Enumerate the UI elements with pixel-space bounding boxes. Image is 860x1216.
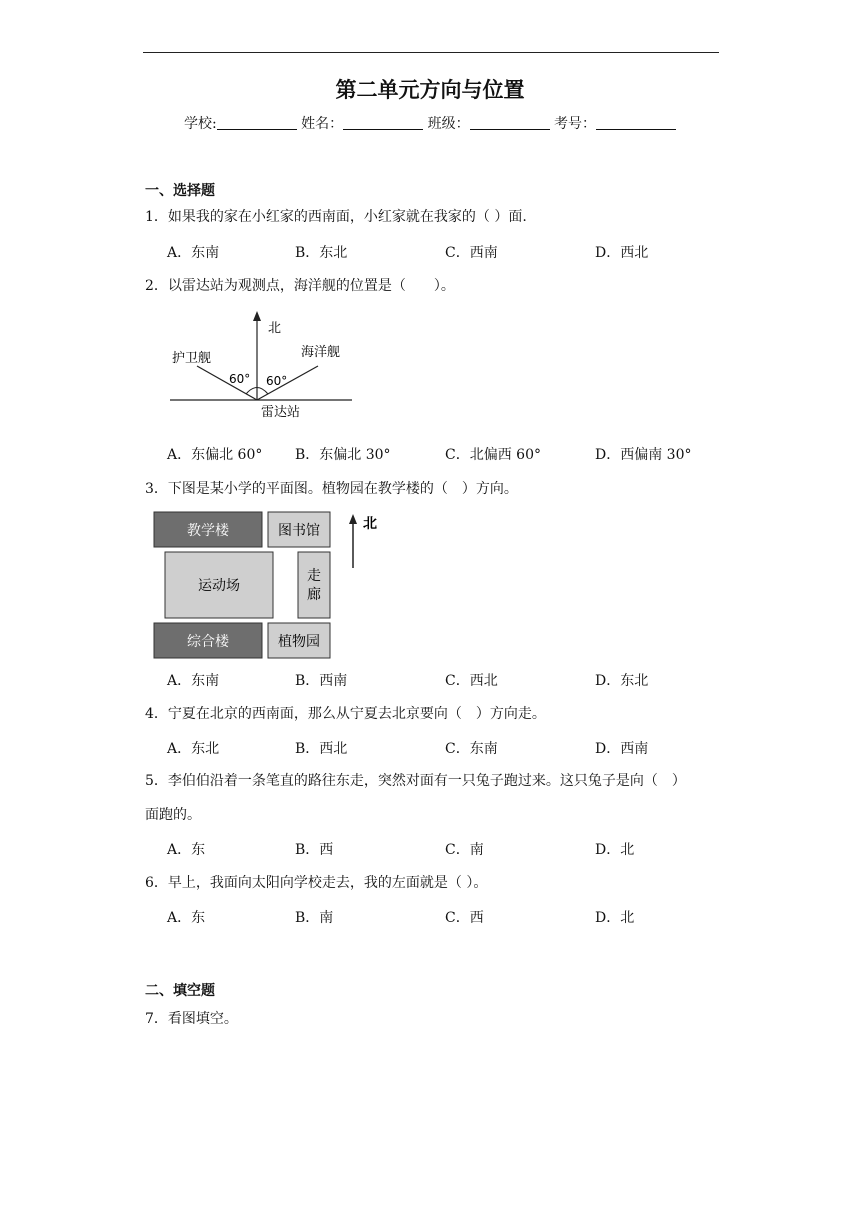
q6-option-c[interactable]: C．西 xyxy=(445,910,484,926)
question-7-stem: 7．看图填空。 xyxy=(145,1011,238,1027)
q3-option-d[interactable]: D．东北 xyxy=(595,673,649,689)
botanical-garden-label: 植物园 xyxy=(278,634,320,650)
q4-option-b[interactable]: B．西北 xyxy=(295,741,348,757)
question-1-stem: 1．如果我的家在小红家的西南面，小红家就在我家的（ ）面. xyxy=(145,209,527,225)
radar-direction-diagram xyxy=(160,305,360,430)
exam-number-label: 考号： xyxy=(554,116,597,132)
class-blank[interactable] xyxy=(470,115,550,130)
sports-field-label: 运动场 xyxy=(198,578,240,594)
q2-option-a[interactable]: A．东偏北 60° xyxy=(167,447,263,463)
page-title: 第二单元方向与位置 xyxy=(335,78,525,102)
corridor-block xyxy=(298,552,330,618)
north-label: 北 xyxy=(363,516,377,532)
exam-number-blank[interactable] xyxy=(596,115,676,130)
q2-option-d[interactable]: D．西偏南 30° xyxy=(595,447,692,463)
school-plan-diagram xyxy=(150,508,390,663)
q6-option-a[interactable]: A．东 xyxy=(167,910,206,926)
right-angle-label: 60° xyxy=(266,374,288,388)
q1-option-c[interactable]: C．西南 xyxy=(445,245,498,261)
question-2-stem: 2．以雷达站为观测点，海洋舰的位置是（ ）。 xyxy=(145,278,455,294)
q1-option-b[interactable]: B．东北 xyxy=(295,245,348,261)
q1-option-d[interactable]: D．西北 xyxy=(595,245,649,261)
question-5-stem-line-1: 5．李伯伯沿着一条笔直的路往东走，突然对面有一只兔子跑过来。这只兔子是向（ ） xyxy=(145,773,686,789)
name-label: 姓名： xyxy=(301,116,344,132)
right-ship-label: 海洋舰 xyxy=(301,345,341,360)
section-heading-fill: 二、填空题 xyxy=(145,983,215,999)
complex-building-label: 综合楼 xyxy=(187,634,229,650)
radar-station-label: 雷达站 xyxy=(261,405,301,420)
q2-option-b[interactable]: B．东偏北 30° xyxy=(295,447,391,463)
question-3-stem: 3．下图是某小学的平面图。植物园在教学楼的（ ）方向。 xyxy=(145,481,518,497)
q6-option-d[interactable]: D．北 xyxy=(595,910,635,926)
corridor-label-top: 走 xyxy=(307,568,321,584)
teaching-building-label: 教学楼 xyxy=(187,523,229,539)
student-info-line xyxy=(0,113,860,133)
question-5-stem-line-2: 面跑的。 xyxy=(145,807,201,823)
q5-option-a[interactable]: A．东 xyxy=(167,842,206,858)
school-label: 学校: xyxy=(183,116,217,132)
question-4-stem: 4．宁夏在北京的西南面，那么从宁夏去北京要向（ ）方向走。 xyxy=(145,706,546,722)
q2-option-c[interactable]: C．北偏西 60° xyxy=(445,447,541,463)
q4-option-c[interactable]: C．东南 xyxy=(445,741,498,757)
question-6-stem: 6．早上，我面向太阳向学校走去，我的左面就是（ ）。 xyxy=(145,875,488,891)
section-heading-choice: 一、选择题 xyxy=(145,183,215,199)
school-blank[interactable] xyxy=(217,115,297,130)
q3-option-a[interactable]: A．东南 xyxy=(167,673,220,689)
q4-option-d[interactable]: D．西南 xyxy=(595,741,649,757)
north-arrow-icon xyxy=(349,514,357,524)
library-label: 图书馆 xyxy=(278,523,320,539)
left-ship-label: 护卫舰 xyxy=(172,351,212,366)
q3-option-b[interactable]: B．西南 xyxy=(295,673,348,689)
q5-option-b[interactable]: B．西 xyxy=(295,842,334,858)
name-blank[interactable] xyxy=(343,115,423,130)
header-rule xyxy=(143,52,719,53)
north-arrow-icon xyxy=(253,311,261,321)
q1-option-a[interactable]: A．东南 xyxy=(167,245,220,261)
q3-option-c[interactable]: C．西北 xyxy=(445,673,498,689)
q4-option-a[interactable]: A．东北 xyxy=(167,741,220,757)
corridor-label-bottom: 廊 xyxy=(307,587,321,603)
north-label: 北 xyxy=(268,321,282,336)
q5-option-d[interactable]: D．北 xyxy=(595,842,635,858)
q5-option-c[interactable]: C．南 xyxy=(445,842,484,858)
q6-option-b[interactable]: B．南 xyxy=(295,910,334,926)
class-label: 班级： xyxy=(427,116,470,132)
left-angle-label: 60° xyxy=(229,372,251,386)
